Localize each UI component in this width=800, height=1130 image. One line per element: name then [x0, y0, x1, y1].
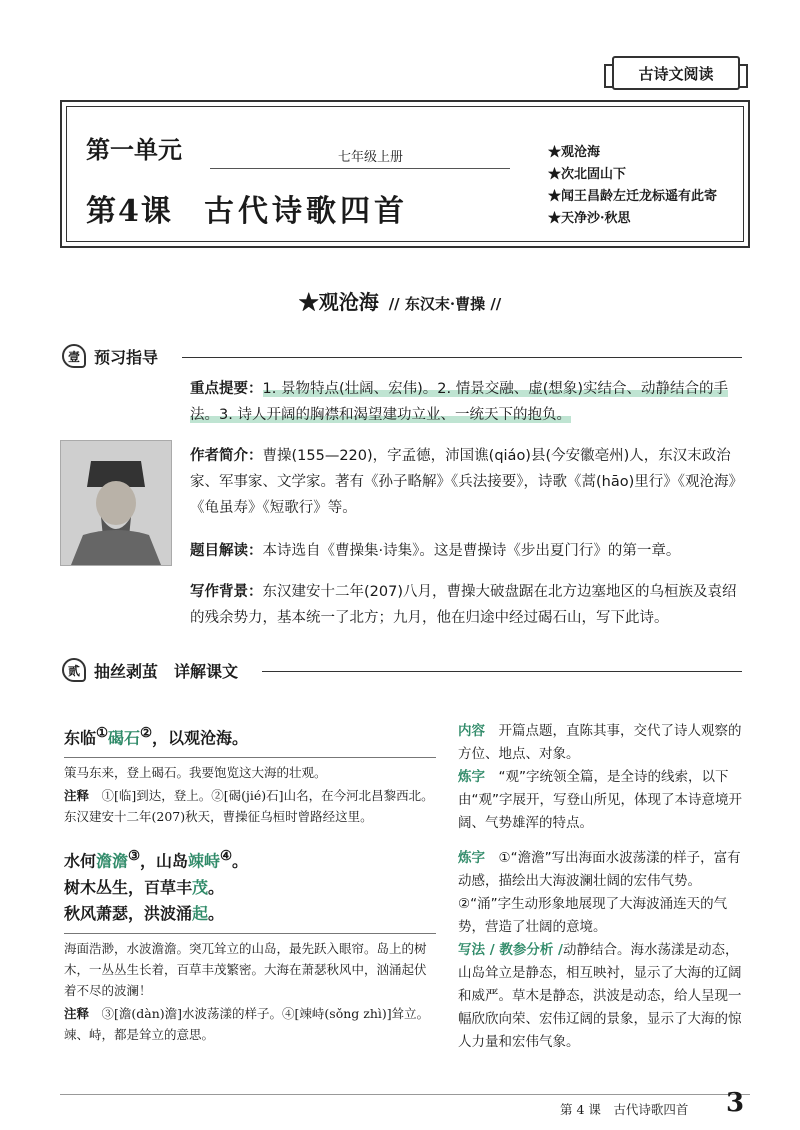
writing-background — [190, 579, 740, 631]
annotation — [64, 785, 436, 827]
title-interpretation-text: 本诗选自《曹操集·诗集》。这是曹操诗《步出夏门行》的第一章。 — [262, 543, 681, 559]
annotation-label: 注释 — [64, 788, 90, 804]
section-heading-analysis — [62, 658, 238, 682]
annotation-text: ③[澹(dàn)澹]水波荡漾的样子。④[竦峙(sǒng zhì)]耸立。竦、峙，都是耸立的意思。 — [64, 1005, 430, 1042]
analysis-tag: 内容 — [458, 723, 485, 739]
author-intro-label: 作者简介： — [190, 448, 263, 464]
annotation-text: ①[临]到达，登上。②[碣(jié)石]山名，在今河北昌黎西北。东汉建安十二年(207)秋天，曹操征乌桓时曾路经这里。 — [64, 788, 434, 825]
footer-rule — [60, 1094, 750, 1095]
verse-text: 秋风萧瑟，洪波涌 — [64, 903, 193, 923]
grade-label: 七年级上册 — [338, 150, 404, 165]
poem-list-item: ★闻王昌龄左迁龙标遥有此寄 — [548, 189, 718, 204]
writing-background-label: 写作背景： — [190, 584, 263, 600]
poem-list-item: ★观沧海 — [548, 145, 601, 160]
verse-text: 。 — [208, 903, 225, 923]
key-points — [190, 376, 738, 428]
verse-line — [64, 875, 436, 901]
verse-line — [64, 901, 436, 927]
author-intro — [190, 443, 740, 521]
analysis-tag: 炼字 — [458, 769, 485, 785]
poem-title-text: ★观沧海 — [298, 290, 379, 314]
analysis-text: 动静结合。海水荡漾是动态，山岛耸立是静态，相互映衬，显示了大海的辽阔和威严。草木是静态，洪波是动态，给人呈现一幅欣欣向荣、宏伟辽阔的景象，显示了大海的惊人力量和宏伟气象。 — [458, 942, 742, 1050]
verse-keyword: 起 — [192, 903, 209, 923]
verse-text: ，以观沧海。 — [151, 728, 248, 748]
analysis-text: ②“涌”字生动形象地展现了大海波涌连天的气势，营造了壮阔的意境。 — [458, 896, 728, 935]
footer-lesson: 第 4 课 古代诗歌四首 — [560, 1102, 689, 1117]
divider — [210, 168, 510, 169]
analysis-text: ①“澹澹”写出海面水波荡漾的样子，富有动感，描绘出大海波澜壮阔的宏伟气势。 — [458, 850, 741, 889]
lesson-number: 第4课 — [86, 194, 173, 229]
section-rule — [262, 671, 742, 672]
analysis-note — [458, 766, 750, 835]
analysis-text: 开篇点题，直陈其事，交代了诗人观察的方位、地点、对象。 — [458, 723, 742, 762]
translation: 海面浩渺，水波澹澹。突兀耸立的山岛，最先跃入眼帘。岛上的树木，一丛丛生长着，百草丰茂繁密。大海在萧瑟秋风中，汹涌起伏着不尽的波澜！ — [64, 933, 436, 1001]
verse-text: ，山岛 — [139, 851, 188, 871]
analysis-note — [458, 720, 750, 766]
page-number: 3 — [726, 1088, 745, 1118]
verse-keyword: 澹澹 — [96, 851, 129, 871]
footnote-marker: ③ — [128, 848, 140, 865]
section-rule — [182, 357, 742, 358]
analysis-tag: 写法 / 教参分析 / — [458, 942, 563, 958]
verse-keyword: 碣石 — [107, 728, 140, 748]
translation: 策马东来，登上碣石。我要饱览这大海的壮观。 — [64, 757, 436, 783]
annotation-label: 注释 — [64, 1005, 90, 1021]
verse-text: 东临 — [64, 728, 97, 748]
analysis-column — [458, 720, 750, 1054]
unit-title: 第一单元 — [86, 136, 182, 164]
verse-text: 水何 — [64, 851, 97, 871]
poem-title — [0, 286, 800, 315]
footnote-marker: ④ — [220, 848, 232, 865]
section-tag-label: 古诗文阅读 — [638, 64, 714, 83]
verse-text: 。 — [208, 877, 225, 897]
section-title: 预习指导 — [94, 347, 159, 367]
footnote-marker: ① — [96, 725, 108, 741]
annotation — [64, 1003, 436, 1045]
writing-background-text: 东汉建安十二年(207)八月，曹操大破盘踞在北方边塞地区的乌桓族及袁绍的残余势力，基本统一了北方；九月，他在归途中经过碣石山，写下此诗。 — [190, 584, 737, 626]
poem-text-column — [64, 720, 436, 1045]
analysis-note — [458, 847, 750, 893]
section-title: 抽丝剥茧 详解课文 — [94, 661, 239, 681]
lesson-poem-list — [548, 142, 717, 230]
section-number-badge: 贰 — [62, 658, 86, 682]
title-interpretation — [190, 538, 740, 564]
analysis-note — [458, 939, 750, 1054]
title-interpretation-label: 题目解读： — [190, 543, 263, 559]
key-points-label: 重点提要： — [190, 381, 263, 397]
lesson-name: 古代诗歌四首 — [204, 194, 408, 229]
author-portrait-image — [60, 440, 172, 566]
verse-text: 树木丛生，百草丰 — [64, 877, 193, 897]
analysis-tag: 炼字 — [458, 850, 485, 866]
section-heading-preview — [62, 344, 158, 368]
section-tag — [612, 56, 740, 90]
author-intro-text: 曹操(155—220)，字孟德，沛国谯(qiáo)县(今安徽亳州)人，东汉末政治家、军事家、文学家。著有《孙子略解》《兵法接要》，诗歌《蒿(hāo)里行》《观沧海》《龟虽寿》《短歌行》等。 — [190, 448, 736, 516]
verse-line — [64, 720, 436, 751]
poem-author: // 东汉末·曹操 // — [388, 295, 502, 313]
verse-line — [64, 843, 436, 874]
section-number-badge: 壹 — [62, 344, 86, 368]
analysis-text: “观”字统领全篇，是全诗的线索，以下由“观”字展开，写登山所见，体现了本诗意境开阔、气势雄浑的特点。 — [458, 769, 742, 831]
verse-keyword: 茂 — [192, 877, 209, 897]
key-points-text: 1. 景物特点(壮阔、宏伟)。2. 情景交融、虚(想象)实结合、动静结合的手法。3. 诗人开阔的胸襟和渴望建功立业、一统天下的抱负。 — [190, 381, 729, 423]
poem-list-item: ★天净沙·秋思 — [548, 211, 631, 226]
verse-keyword: 竦峙 — [188, 851, 221, 871]
footnote-marker: ② — [139, 725, 152, 741]
poem-list-item: ★次北固山下 — [548, 167, 627, 182]
verse-text: 。 — [231, 851, 248, 871]
